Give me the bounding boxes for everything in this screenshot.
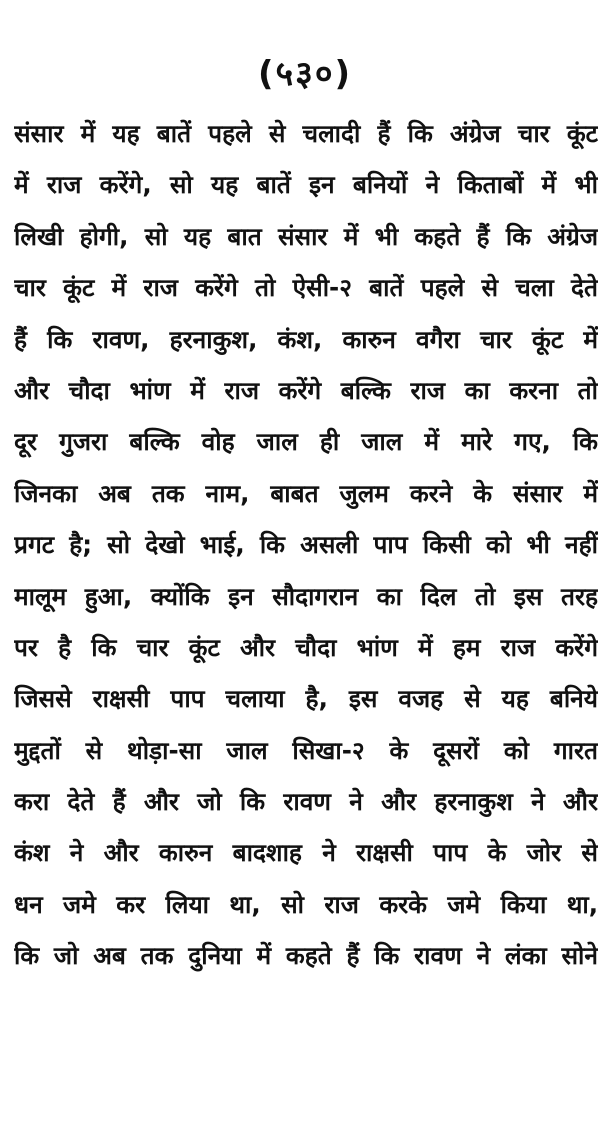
text-line: हैं कि रावण, हरनाकुश, कंश, कारुन वगैरा चार कूंट में bbox=[14, 324, 598, 354]
text-line: करा देते हैं और जो कि रावण ने और हरनाकुश ने और bbox=[14, 787, 598, 817]
page-number: (५३०) bbox=[257, 54, 353, 94]
text-line: मुद्दतों से थोड़ा-सा जाल सिखा-२ के दूसरों को गारत bbox=[14, 735, 598, 765]
text-line: और चौदा भांण में राज करेंगे बल्कि राज का करना तो bbox=[14, 375, 598, 405]
body-text bbox=[14, 108, 598, 982]
text-line: प्रगट है; सो देखो भाई, कि असली पाप किसी को भी नहीं bbox=[14, 530, 598, 560]
text-line: धन जमे कर लिया था, सो राज करके जमे किया था, bbox=[14, 889, 598, 919]
text-line: जिससे राक्षसी पाप चलाया है, इस वजह से यह बनिये bbox=[14, 684, 598, 714]
text-line: कंश ने और कारुन बादशाह ने राक्षसी पाप के जोर से bbox=[14, 838, 598, 868]
text-line: चार कूंट में राज करेंगे तो ऐसी-२ बातें पहले से चला देते bbox=[14, 273, 598, 303]
text-line: दूर गुजरा बल्कि वोह जाल ही जाल में मारे गए, कि bbox=[14, 427, 598, 457]
text-line: में राज करेंगे, सो यह बातें इन बनियों ने किताबों में भी bbox=[14, 170, 598, 200]
text-line: मालूम हुआ, क्योंकि इन सौदागरान का दिल तो इस तरह bbox=[14, 581, 598, 611]
text-line: पर है कि चार कूंट और चौदा भांण में हम राज करेंगे bbox=[14, 632, 598, 662]
text-line: संसार में यह बातें पहले से चलादी हैं कि अंग्रेज चार कूंट bbox=[14, 119, 598, 148]
text-line: जिनका अब तक नाम, बाबत जुलम करने के संसार में bbox=[14, 478, 598, 508]
text-line: कि जो अब तक दुनिया में कहते हैं कि रावण ने लंका सोने bbox=[14, 941, 598, 971]
text-line: लिखी होगी, सो यह बात संसार में भी कहते हैं कि अंग्रेज bbox=[14, 221, 598, 251]
